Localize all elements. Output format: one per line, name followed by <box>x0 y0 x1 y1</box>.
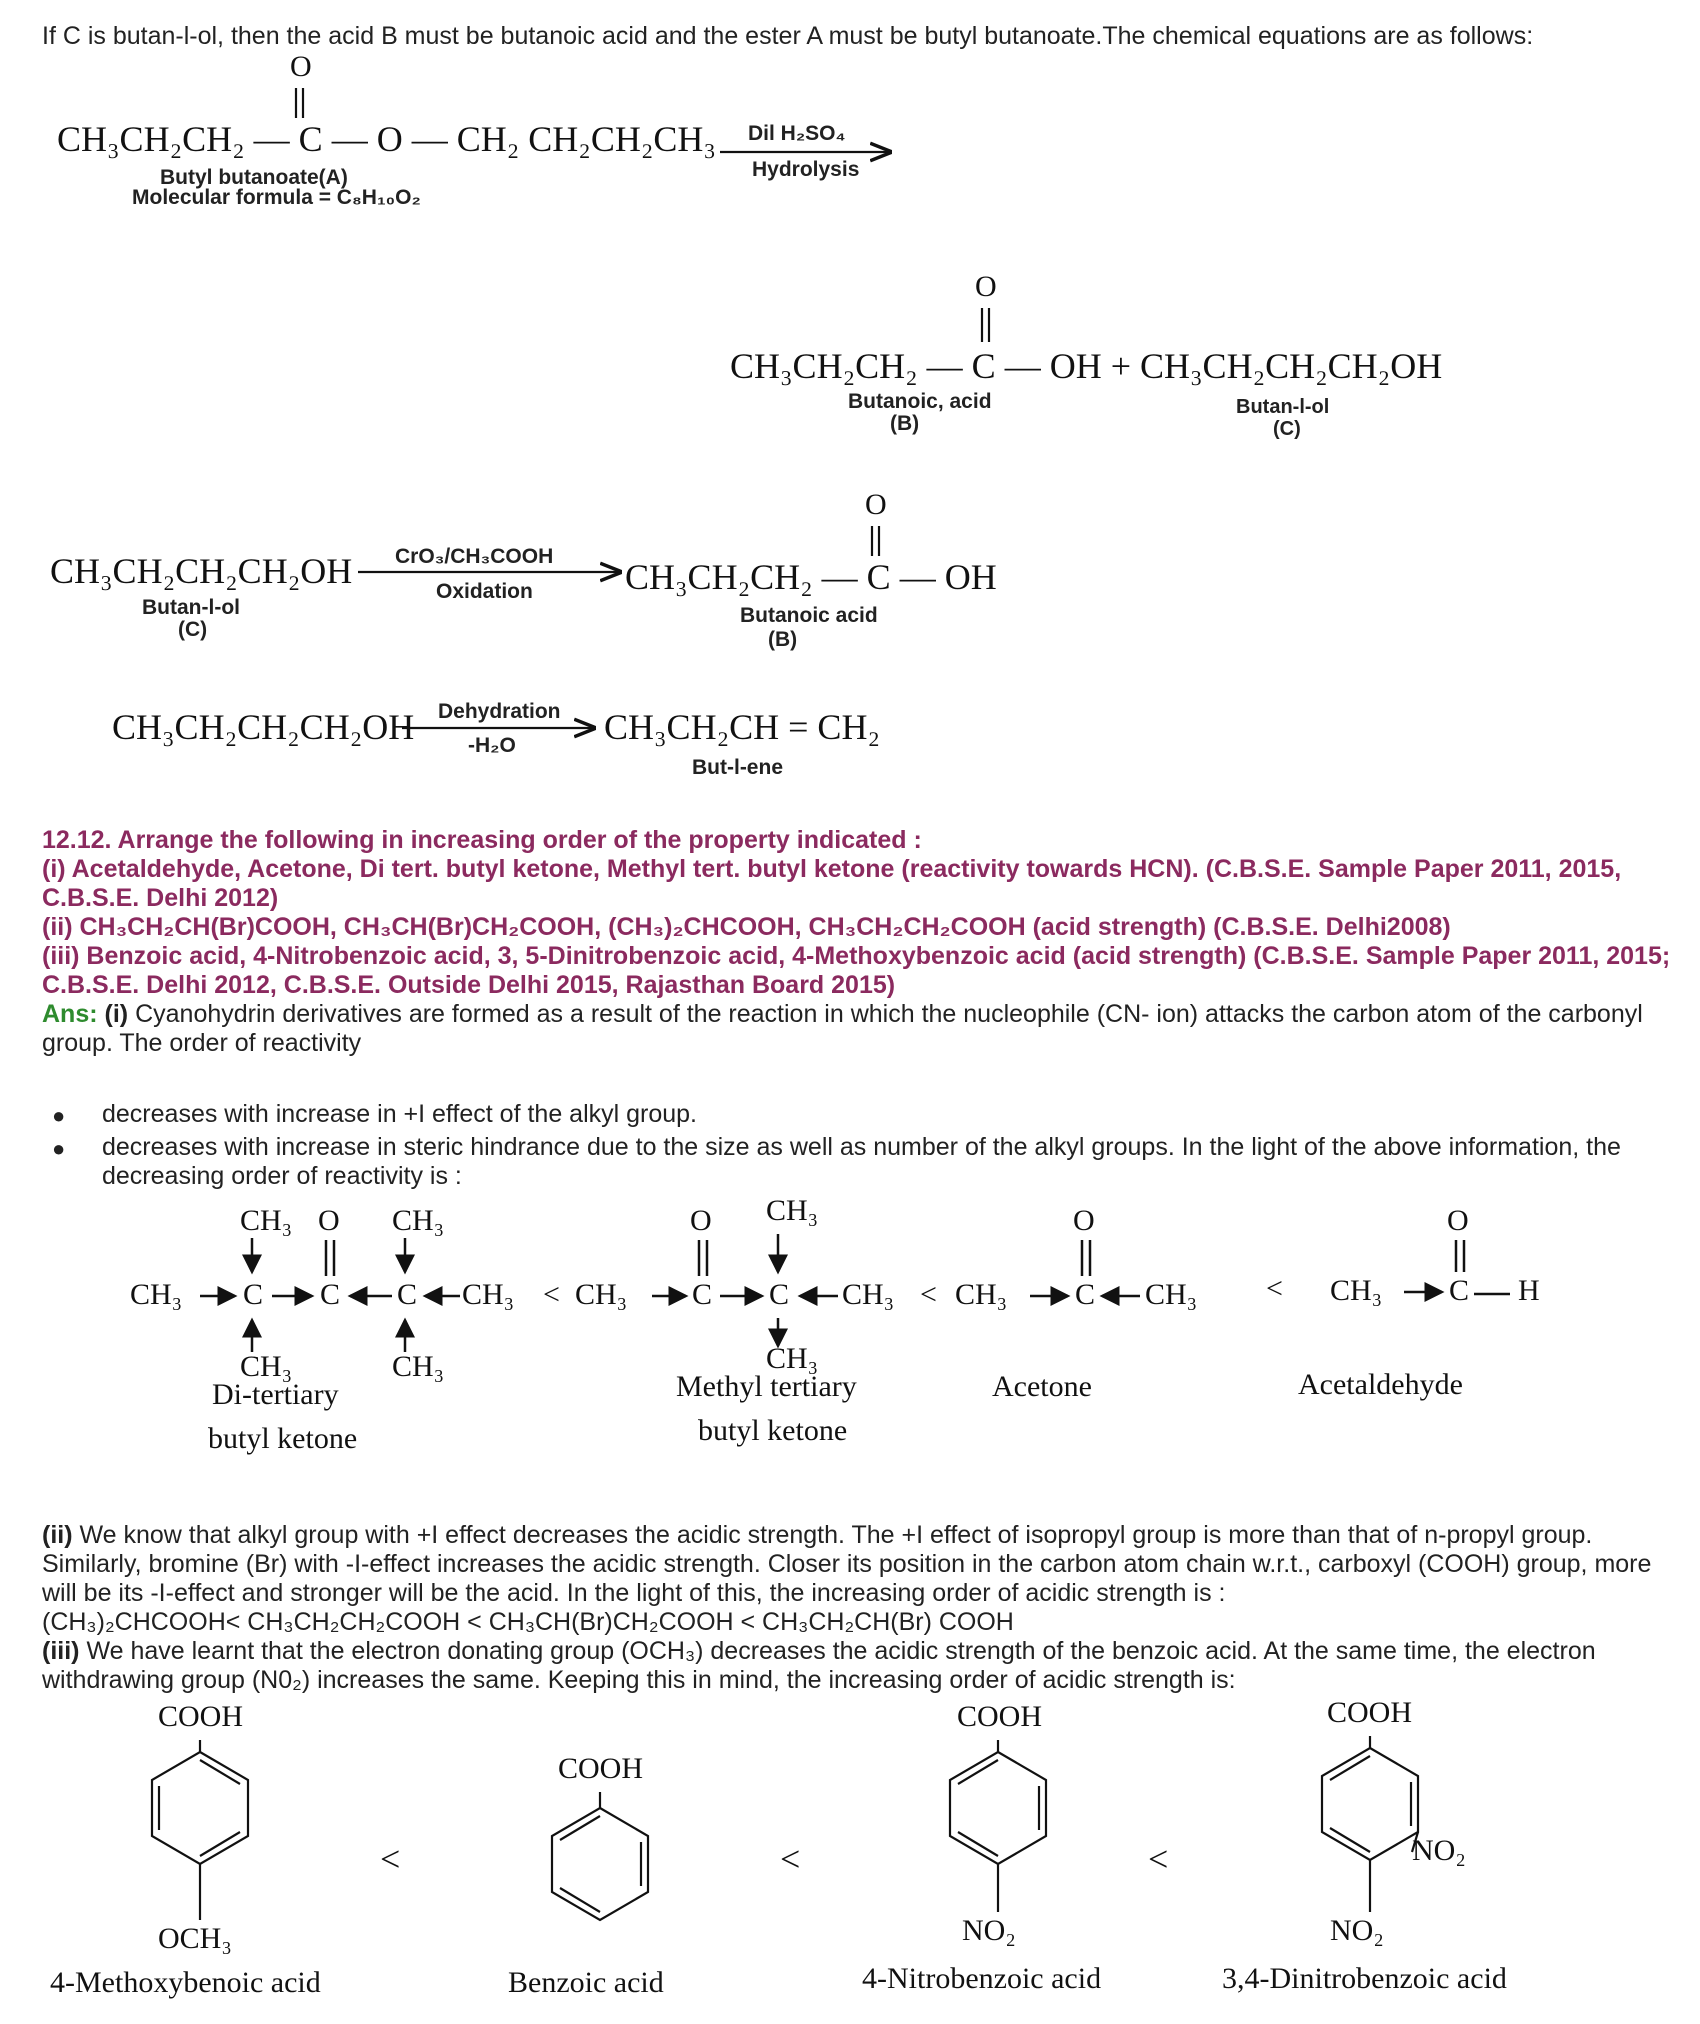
cooh-label: COOH <box>1327 1696 1413 1729</box>
ch3-label: CH₃ <box>392 1350 445 1383</box>
ch3-label: CH₃ <box>240 1350 293 1383</box>
reaction2-oxygen: O <box>865 488 887 521</box>
answer-part-i <box>42 1000 1672 1058</box>
och3-label: OCH₃ <box>158 1922 232 1955</box>
hydrolysis-products: CH₃CH₂CH₂ — C — OH + CH₃CH₂CH₂CH₂OH <box>730 346 1443 386</box>
ch3-label: CH₃ <box>575 1278 628 1311</box>
ch3-label: CH₃ <box>130 1278 183 1311</box>
acid-order-line: (CH₃)₂CHCOOH< CH₃CH₂CH₂COOH < CH₃CH(Br)CH₂COOH < CH₃CH₂CH(Br) COOH <box>42 1608 1014 1636</box>
bullet-1: decreases with increase in +I effect of the alkyl group. <box>102 1100 698 1128</box>
question-part-i: (i) Acetaldehyde, Acetone, Di tert. butyl ketone, Methyl tert. butyl ketone (reactivity towards HCN). (C.B.S.E. Sample Paper 2011, 2015, C.B.S.E. Delhi 2012) <box>42 855 1622 912</box>
ch3-label: CH₃ <box>766 1194 819 1227</box>
o-label: O <box>690 1204 712 1237</box>
ester-formula: CH₃CH₂CH₂ — C — O — CH₂ CH₂CH₂CH₃ <box>57 119 716 159</box>
ch3-label: CH₃ <box>955 1278 1008 1311</box>
methoxy-name: 4-Methoxybenoic acid <box>50 1966 321 1999</box>
answer-part-ii-label: (ii) <box>42 1521 73 1549</box>
answer-part-iii-label: (iii) <box>42 1637 80 1665</box>
carbon-label: C <box>320 1278 341 1311</box>
intro-text: If C is butan-l-ol, then the acid B must be butanoic acid and the ester A must be butyl butanoate.The chemical equations are as follows: <box>42 22 1534 50</box>
ch3-label: CH₃ <box>240 1204 293 1237</box>
question-title: 12.12. Arrange the following in increasing order of the property indicated : <box>42 826 922 854</box>
ch3-label: CH₃ <box>1145 1278 1198 1311</box>
reaction2-product-tag: (B) <box>768 628 798 651</box>
ketone-reactivity-order <box>0 1190 1700 1480</box>
reaction1-condition: Hydrolysis <box>752 158 860 181</box>
acid-name: Butanoic, acid <box>848 390 992 413</box>
ketone-bonds <box>0 1190 1700 1480</box>
nitro-name: 4-Nitrobenzoic acid <box>862 1962 1102 1995</box>
reaction2-reagent: CrO₃/CH₃COOH <box>395 545 554 568</box>
alcohol-name: Butan-l-ol <box>1236 396 1330 418</box>
alcohol-tag: (C) <box>1273 418 1301 440</box>
reaction3-product: CH₃CH₂CH = CH₂ <box>604 707 880 747</box>
ester-name: Butyl butanoate(A) <box>160 166 348 189</box>
dinitro-name: 3,4-Dinitrobenzoic acid <box>1222 1962 1507 1995</box>
lt-sign: < <box>1148 1839 1169 1879</box>
answer-part-i-label: (i) <box>104 1000 129 1028</box>
carbon-label: C <box>243 1278 264 1311</box>
acid-oxygen: O <box>975 270 997 303</box>
acid-tag: (B) <box>890 412 920 435</box>
reaction2-condition: Oxidation <box>436 580 533 603</box>
ch3-label: CH₃ <box>766 1342 819 1375</box>
ch3-label: CH₃ <box>1330 1274 1383 1307</box>
h-label: H <box>1518 1274 1540 1307</box>
acetone-name: Acetone <box>992 1370 1092 1403</box>
answer-part-iii <box>42 1637 1672 1695</box>
carbon-label: C <box>1449 1274 1470 1307</box>
answer-part-ii <box>42 1521 1672 1608</box>
answer-part-i-text: Cyanohydrin derivatives are formed as a result of the reaction in which the nucleophile (CN- ion) attacks the carbon atom of the carbonyl group. The order of reactivity <box>42 1000 1643 1057</box>
o-label: O <box>1447 1204 1469 1237</box>
bullet-dot: ● <box>52 1103 66 1128</box>
reaction2-product: CH₃CH₂CH₂ — C — OH <box>625 557 997 597</box>
carbon-label: C <box>692 1278 713 1311</box>
ch3-label: CH₃ <box>842 1278 895 1311</box>
cooh-label: COOH <box>558 1752 644 1785</box>
lt-sign: < <box>543 1278 560 1311</box>
reaction2-product-name: Butanoic acid <box>740 604 878 627</box>
reaction3-product-name: But-l-ene <box>692 756 783 779</box>
o-label: O <box>1073 1204 1095 1237</box>
no2-side-label: NO₂ <box>1412 1834 1466 1867</box>
reaction1-reagent: Dil H₂SO₄ <box>748 122 846 145</box>
bullet-2: decreases with increase in steric hindrance due to the size as well as number of the alkyl groups. In the light of the above information, the decreasing order of reactivity is : <box>102 1133 1621 1190</box>
carbon-label: C <box>769 1278 790 1311</box>
lt-sign: < <box>780 1839 801 1879</box>
lt-sign: < <box>1266 1272 1283 1305</box>
ester-molecular-formula: Molecular formula = C₈H₁₀O₂ <box>132 186 421 209</box>
cooh-label: COOH <box>158 1700 244 1733</box>
reaction3-reagent: Dehydration <box>438 700 561 723</box>
ch3-label: CH₃ <box>392 1204 445 1237</box>
answer-part-ii-text: We know that alkyl group with +I effect decreases the acidic strength. The +I effect of isopropyl group is more than that of n-propyl group. Similarly, bromine (Br) with -I-effect increases the acidic strength. Closer its position in the carbon atom chain w.r.t., carboxyl (COOH) group, more will be its -I-effect and stronger will be the acid. In the light of this, the increasing order of acidic strength is : <box>42 1521 1652 1607</box>
reaction2-reactant-tag: (C) <box>178 618 208 641</box>
carbonyl-oxygen: O <box>290 50 312 83</box>
ch3-label: CH₃ <box>462 1278 515 1311</box>
bullet-dot: ● <box>52 1136 66 1161</box>
di-tert-name-1: Di-tertiary <box>212 1378 339 1411</box>
reaction2-reactant-name: Butan-l-ol <box>142 596 240 619</box>
lt-sign: < <box>920 1278 937 1311</box>
o-label: O <box>318 1204 340 1237</box>
answer-part-iii-text: We have learnt that the electron donating group (OCH₃) decreases the acidic strength of the benzoic acid. At the same time, the electron withdrawing group (N0₂) increases the same. Keeping this in mind, the increasing order of acidic strength is: <box>42 1637 1596 1694</box>
acetaldehyde-name: Acetaldehyde <box>1298 1368 1463 1401</box>
no2-label: NO₂ <box>962 1914 1016 1947</box>
methyl-tert-name-2: butyl ketone <box>698 1414 848 1447</box>
carbon-label: C <box>1075 1278 1096 1311</box>
cooh-label: COOH <box>957 1700 1043 1733</box>
question-part-ii: (ii) CH₃CH₂CH(Br)COOH, CH₃CH(Br)CH₂COOH, (CH₃)₂CHCOOH, CH₃CH₂CH₂COOH (acid strength) (C.B.S.E. Delhi2008) <box>42 913 1451 941</box>
methyl-tert-name-1: Methyl tertiary <box>676 1370 857 1403</box>
reaction2-reactant: CH₃CH₂CH₂CH₂OH <box>50 551 353 591</box>
question-part-iii: (iii) Benzoic acid, 4-Nitrobenzoic acid, 3, 5-Dinitrobenzoic acid, 4-Methoxybenzoic acid (acid strength) (C.B.S.E. Sample Paper 2011, 2015; C.B.S.E. Delhi 2012, C.B.S.E. Outside Delhi 2015, Rajasthan Board 2015) <box>42 942 1671 999</box>
reaction3-reactant: CH₃CH₂CH₂CH₂OH <box>112 707 415 747</box>
lt-sign: < <box>380 1839 401 1879</box>
reaction3-condition: -H₂O <box>468 734 516 757</box>
answer-label: Ans: <box>42 1000 98 1028</box>
benzoic-name: Benzoic acid <box>508 1966 664 1999</box>
carbon-label: C <box>397 1278 418 1311</box>
no2-label: NO₂ <box>1330 1914 1384 1947</box>
di-tert-name-2: butyl ketone <box>208 1422 358 1455</box>
